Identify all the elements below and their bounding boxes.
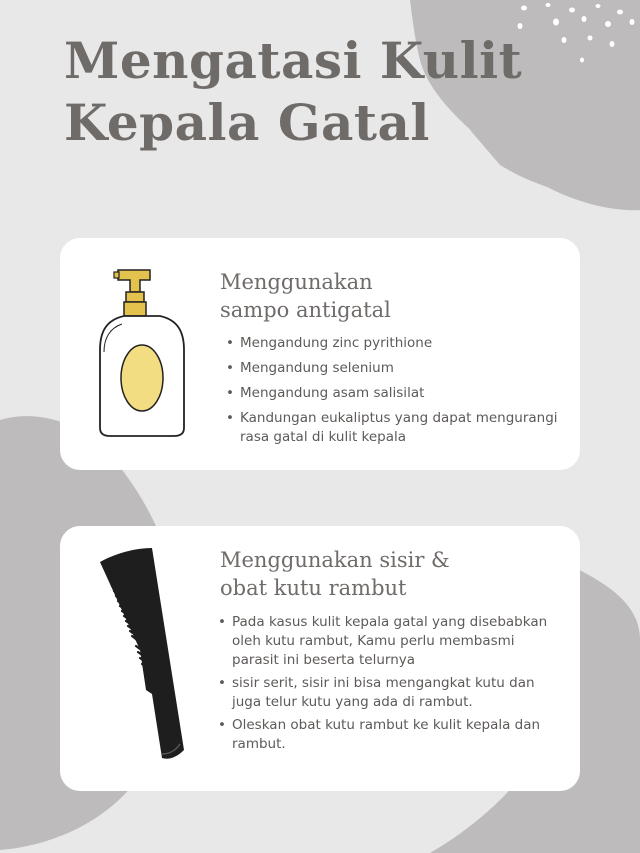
comb-bullet-list [218, 613, 563, 758]
page-title [64, 30, 522, 154]
list-item: • Oleskan obat kutu rambut ke kulit kepala dan rambut. [218, 716, 563, 754]
shampoo-bullet-list [226, 334, 566, 453]
shampoo-heading-line-2: sampo antigatal [220, 298, 391, 322]
title-line-1: Mengatasi Kulit [64, 31, 523, 90]
list-item: • Pada kasus kulit kepala gatal yang disebabkan oleh kutu rambut, Kamu perlu membasmi parasit ini beserta telurnya [218, 613, 563, 670]
list-item: • sisir serit, sisir ini bisa mengangkat kutu dan juga telur kutu yang ada di rambut. [218, 674, 563, 712]
shampoo-bottle-icon [92, 262, 192, 442]
title-line-2: Kepala Gatal [64, 93, 430, 152]
list-item: • Mengandung selenium [226, 359, 566, 378]
list-item: • Kandungan eukaliptus yang dapat mengurangi rasa gatal di kulit kepala [226, 409, 566, 447]
shampoo-heading [220, 268, 391, 324]
comb-heading [220, 546, 450, 602]
comb-icon [92, 540, 202, 765]
shampoo-heading-line-1: Menggunakan [220, 270, 373, 294]
comb-heading-line-2: obat kutu rambut [220, 576, 407, 600]
list-item: • Mengandung zinc pyrithione [226, 334, 566, 353]
comb-heading-line-1: Menggunakan sisir & [220, 548, 450, 572]
list-item: • Mengandung asam salisilat [226, 384, 566, 403]
